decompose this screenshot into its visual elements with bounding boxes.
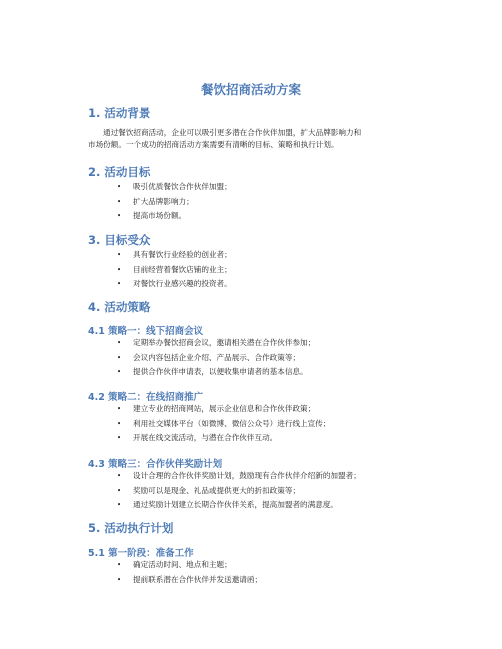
subsection-heading-online-promotion: 4.2 策略二：在线招商推广 (88, 392, 204, 403)
bullet-icon: • (117, 434, 122, 443)
list-item-text: 设计合理的合作伙伴奖励计划，鼓励现有合作伙伴介绍新的加盟者； (133, 471, 361, 480)
bullet-icon: • (117, 405, 122, 413)
bullet-icon: • (117, 419, 122, 428)
bullet-icon: • (117, 486, 122, 495)
list-item-text: 建立专业的招商网站，展示企业信息和合作伙伴政策； (133, 404, 316, 413)
subsection-heading-preparation: 5.1 第一阶段：准备工作 (88, 548, 194, 559)
list-item-text: 利用社交媒体平台（如微博、微信公众号）进行线上宣传； (133, 418, 331, 428)
list-item-text: 通过奖励计划建立长期合作伙伴关系，提高加盟者的满意度。 (133, 500, 339, 510)
bullet-icon: • (117, 472, 122, 480)
list-item-text: 吸引优质餐饮合作伙伴加盟； (133, 182, 232, 191)
list-item-text: 开展在线交流活动，与潜在合作伙伴互动。 (133, 433, 278, 443)
bullet-icon: • (117, 212, 122, 221)
list-item-text: 提高市场份额。 (133, 211, 187, 221)
background-paragraph-line: 市场份额。一个成功的招商活动方案需要有清晰的目标、策略和执行计划。 (88, 140, 339, 149)
bullet-icon: • (117, 183, 122, 191)
list-item-text: 确定活动时间、地点和主题； (133, 560, 232, 569)
list-item-text: 会议内容包括企业介绍、产品展示、合作政策等； (133, 352, 301, 362)
list-item-text: 目前经营着餐饮店铺的业主； (133, 264, 232, 274)
list-item-text: 具有餐饮行业经验的创业者； (133, 250, 232, 259)
bullet-icon: • (117, 561, 122, 569)
section-heading-strategy: 4. 活动策略 (88, 300, 151, 314)
bullet-icon: • (117, 251, 122, 259)
section-heading-execution-plan: 5. 活动执行计划 (88, 521, 174, 535)
list-item-text: 提前联系潜在合作伙伴并发送邀请函； (133, 574, 263, 584)
bullet-icon: • (117, 575, 122, 584)
subsection-heading-offline-meeting: 4.1 策略一：线下招商会议 (88, 326, 204, 337)
bullet-icon: • (117, 197, 122, 206)
bullet-icon: • (117, 280, 122, 289)
bullet-icon: • (117, 353, 122, 362)
bullet-icon: • (117, 339, 122, 347)
bullet-icon: • (117, 368, 122, 377)
document-title: 餐饮招商活动方案 (200, 82, 301, 97)
list-item-text: 奖励可以是现金、礼品或提供更大的折扣政策等； (133, 485, 301, 495)
list-item-text: 定期举办餐饮招商会议，邀请相关潜在合作伙伴参加； (133, 338, 316, 347)
bullet-icon: • (117, 265, 122, 274)
subsection-heading-partner-rewards: 4.3 策略三：合作伙伴奖励计划 (88, 459, 223, 470)
list-item-text: 扩大品牌影响力； (133, 196, 194, 206)
bullet-icon: • (117, 501, 122, 510)
background-paragraph-line: 通过餐饮招商活动，企业可以吸引更多潜在合作伙伴加盟，扩大品牌影响力和 (103, 128, 362, 137)
section-heading-background: 1. 活动背景 (88, 106, 151, 120)
list-item-text: 提供合作伙伴申请表，以便收集申请者的基本信息。 (133, 367, 308, 377)
background-paragraph (88, 127, 424, 151)
section-heading-goals: 2. 活动目标 (88, 165, 151, 179)
section-heading-audience: 3. 目标受众 (88, 233, 151, 247)
list-item-text: 对餐饮行业感兴趣的投资者。 (133, 279, 232, 289)
